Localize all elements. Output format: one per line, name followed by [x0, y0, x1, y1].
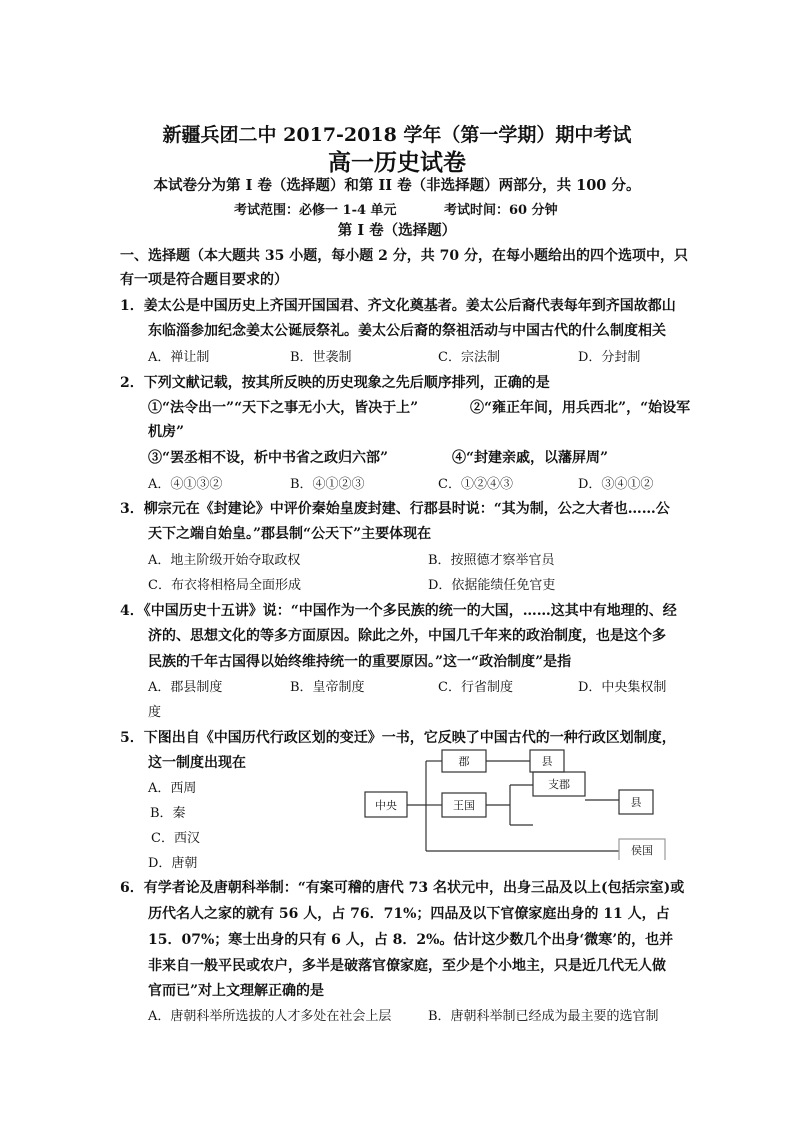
q4-stem-line-1: 4．《中国历史十五讲》说：“中国作为一个多民族的统一的大国，……这其中有地理的、经 — [120, 603, 677, 619]
q5-option-b: B．秦 — [150, 806, 186, 821]
q6-stem-line-5: 官而已”对上文理解正确的是 — [148, 983, 325, 999]
q4-stem-line-2: 济的、思想文化的等多方面原因。除此之外，中国几千年来的政治制度，也是这个多 — [148, 628, 666, 644]
q5-admin-diagram — [358, 745, 678, 860]
q6-stem-line-2: 历代名人之家的就有 56 人，占 76．71%；四品及以下官僚家庭出身的 11 人，占 — [148, 906, 670, 922]
q1-option-a: A．禅让制 — [148, 350, 210, 365]
q3-option-d: D．依据能绩任免官吏 — [428, 578, 556, 593]
q3-stem-line-1: 3．柳宗元在《封建论》中评价秦始皇废封建、行郡县时说：“其为制，公之大者也……公 — [120, 501, 670, 517]
q6-stem-line-4: 非来自一般平民或农户，多半是破落官僚家庭，至少是个小地主，只是近几代无人做 — [148, 958, 666, 974]
q6-stem-line-3: 15．07%；寒士出身的只有 6 人，占 8．2%。估计这少数几个出身‘微寒’的，也并 — [148, 932, 674, 948]
q2-option-d: D．③④①② — [578, 477, 654, 492]
q2-item-3: ③“罢丞相不设，析中书省之政归六部” — [148, 450, 389, 466]
exam-intro: 本试卷分为第 I 卷（选择题）和第 II 卷（非选择题）两部分，共 100 分。 — [153, 177, 641, 194]
q5-stem-line-2: 这一制度出现在 — [148, 755, 246, 771]
q5-option-c: C．西汉 — [151, 831, 200, 846]
node-zhijun-label: 支郡 — [548, 778, 570, 791]
q4-option-d-cont: 度 — [148, 705, 162, 720]
q5-option-a: A．西周 — [148, 781, 197, 796]
q2-item-4: ④“封建亲戚，以藩屏周” — [452, 450, 609, 466]
q2-option-b: B．④①②③ — [290, 477, 365, 492]
q1-stem-line-2: 东临淄参加纪念姜太公诞辰祭礼。姜太公后裔的祭祖活动与中国古代的什么制度相关 — [148, 323, 666, 339]
exam-subtitle: 高一历史试卷 — [328, 149, 466, 176]
q3-stem-line-2: 天下之端自始皇。”郡县制“公天下”主要体现在 — [148, 526, 432, 542]
exam-scope: 考试范围：必修一 1-4 单元 — [234, 203, 397, 218]
q4-option-b: B．皇帝制度 — [290, 680, 365, 695]
node-center-label: 中央 — [375, 799, 397, 812]
q6-stem-line-1: 6．有学者论及唐朝科举制：“有案可稽的唐代 73 名状元中，出身三品及以上(包括宗室)或 — [120, 880, 685, 896]
q2-option-a: A．④①③② — [148, 477, 223, 492]
q3-option-b: B．按照德才察举官员 — [428, 553, 555, 568]
node-houguo-label: 侯国 — [631, 844, 653, 857]
node-wangguo-label: 王国 — [453, 799, 475, 812]
q3-option-c: C．布衣将相格局全面形成 — [148, 578, 301, 593]
instructions-line-2: 有一项是符合题目要求的） — [120, 272, 288, 288]
q1-option-d: D．分封制 — [578, 350, 641, 365]
q4-option-c: C．行省制度 — [438, 680, 513, 695]
exam-time: 考试时间：60 分钟 — [444, 203, 558, 218]
q5-option-d: D．唐朝 — [148, 856, 198, 871]
q2-item-2: ②“雍正年间，用兵西北”，“始设军 — [470, 400, 691, 416]
q1-option-b: B．世袭制 — [290, 350, 352, 365]
instructions-line-1: 一、选择题（本大题共 35 小题，每小题 2 分，共 70 分，在每小题给出的四个选项中，只 — [120, 248, 688, 264]
q6-option-a: A．唐朝科举所选拔的人才多处在社会上层 — [148, 1009, 392, 1024]
q6-option-b: B．唐朝科举制已经成为最主要的选官制 — [428, 1009, 659, 1024]
q2-option-c: C．①②④③ — [438, 477, 513, 492]
node-jun-label: 郡 — [458, 755, 470, 768]
q2-item-2-cont: 机房” — [148, 424, 185, 440]
q1-option-c: C．宗法制 — [438, 350, 500, 365]
exam-title: 新疆兵团二中 2017-2018 学年（第一学期）期中考试 — [162, 124, 632, 146]
node-xian-1-label: 县 — [541, 755, 553, 768]
q2-stem-line-1: 2．下列文献记载，按其所反映的历史现象之先后顺序排列，正确的是 — [120, 375, 550, 391]
q4-stem-line-3: 民族的千年古国得以始终维持统一的重要原因。”这一“政治制度”是指 — [148, 654, 572, 670]
node-xian-2-label: 县 — [630, 796, 642, 809]
q3-option-a: A．地主阶级开始夺取政权 — [148, 553, 301, 568]
q1-stem-line-1: 1．姜太公是中国历史上齐国开国国君、齐文化奠基者。姜太公后裔代表每年到齐国故都山 — [120, 298, 676, 314]
q4-option-d: D．中央集权制 — [578, 680, 667, 695]
q5-stem-line-1: 5．下图出自《中国历代行政区划的变迁》一书，它反映了中国古代的一种行政区划制度， — [120, 730, 676, 746]
q2-item-1: ①“法令出一”“天下之事无小大，皆决于上” — [148, 400, 419, 416]
q4-option-a: A．郡县制度 — [148, 680, 223, 695]
section-title: 第 I 卷（选择题） — [337, 222, 457, 239]
